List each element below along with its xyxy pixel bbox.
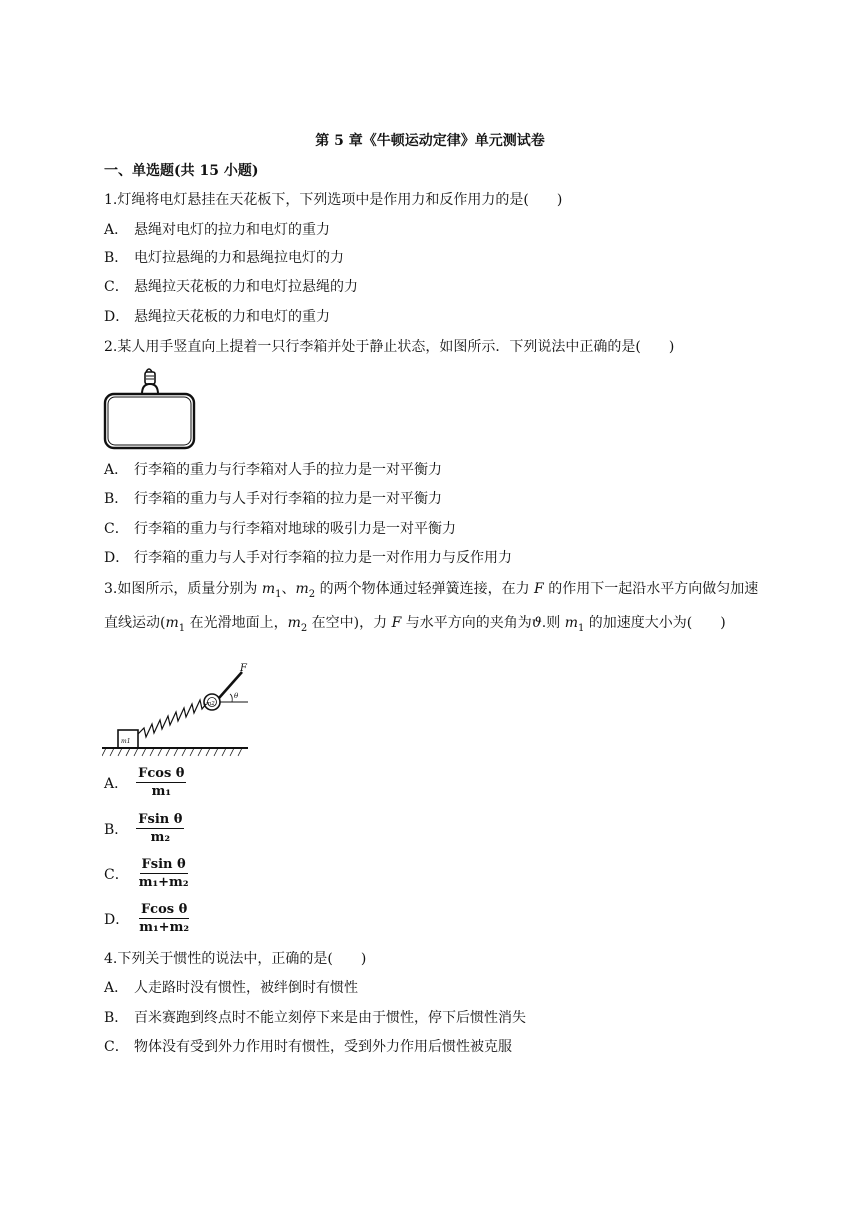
option-text: 悬绳拉天花板的力和电灯的重力 (134, 309, 330, 325)
option-letter: B． (104, 491, 129, 507)
option-text: 行李箱的重力与行李箱对人手的拉力是一对平衡力 (134, 462, 442, 478)
q2-option-c (104, 519, 456, 539)
var-m: m (261, 581, 276, 597)
option-letter: C． (104, 1039, 129, 1055)
option-text: 行李箱的重力与人手对行李箱的拉力是一对作用力与反作用力 (134, 550, 512, 566)
suitcase-figure (102, 364, 198, 452)
q1-option-c (104, 277, 358, 297)
q2-option-a (104, 460, 442, 480)
option-letter: A． (104, 980, 129, 996)
option-letter: A． (104, 775, 129, 792)
q1-option-b (104, 248, 344, 268)
numerator: Fsin θ (141, 857, 186, 872)
fig-label-m1: m1 (121, 738, 131, 745)
section-heading: 一、单选题(共 15 小题) (104, 163, 259, 179)
option-letter: D． (104, 550, 130, 566)
denominator: m₁ (151, 784, 172, 799)
subscript: 1 (178, 622, 186, 634)
option-text: 物体没有受到外力作用时有惯性，受到外力作用后惯性被克服 (134, 1039, 512, 1055)
subscript: 2 (300, 622, 308, 634)
q2-stem: 2.某人用手竖直向上提着一只行李箱并处于静止状态，如图所示．下列说法中正确的是( ) (104, 339, 675, 355)
option-text: 悬绳对电灯的拉力和电灯的重力 (134, 222, 330, 238)
stem-part: 在光滑地面上， (185, 614, 288, 631)
spring-figure (102, 660, 250, 760)
numerator: Fsin θ (138, 812, 183, 827)
option-text: 行李箱的重力与人手对行李箱的拉力是一对平衡力 (134, 491, 442, 507)
var-F: F (391, 614, 402, 631)
page-title: 第 5 章《牛顿运动定律》单元测试卷 (315, 133, 545, 149)
q2-option-b (104, 489, 442, 509)
option-letter: A． (104, 222, 129, 238)
option-letter: B． (104, 250, 129, 266)
option-text: 行李箱的重力与行李箱对地球的吸引力是一对平衡力 (134, 521, 456, 537)
q1-option-d (104, 307, 330, 327)
q3-option-d (104, 902, 191, 935)
fig-label-m2: m2 (206, 701, 215, 707)
option-text: 人走路时没有惯性，被绊倒时有惯性 (134, 980, 358, 996)
option-letter: D． (104, 309, 130, 325)
option-text: 悬绳拉天花板的力和电灯拉悬绳的力 (134, 279, 358, 295)
fig-label-F: F (240, 663, 247, 674)
denominator: m₂ (150, 830, 171, 845)
q4-option-c (104, 1037, 512, 1057)
numerator: Fcos θ (140, 902, 188, 917)
option-letter: C． (104, 279, 129, 295)
numerator: Fcos θ (138, 766, 185, 781)
stem-part: .则 (541, 614, 565, 631)
q3-option-b (104, 812, 184, 845)
option-letter: B． (104, 821, 129, 838)
var-theta: ϑ (531, 614, 542, 631)
fig-label-theta: θ (234, 692, 239, 700)
stem-part: 的加速度大小为( ) (584, 614, 726, 631)
subscript: 1 (577, 622, 585, 634)
stem-part: 在空中)，力 (307, 614, 392, 631)
option-letter: A． (104, 462, 129, 478)
option-text: 电灯拉悬绳的力和悬绳拉电灯的力 (134, 250, 344, 266)
var-m: m (165, 614, 179, 631)
option-letter: C． (104, 521, 129, 537)
fraction (137, 902, 191, 935)
fraction (137, 857, 191, 890)
option-text: 百米赛跑到终点时不能立刻停下来是由于惯性，停下后惯性消失 (134, 1010, 526, 1026)
fraction (136, 766, 186, 799)
stem-part: 与水平方向的夹角为 (401, 614, 532, 631)
stem-part: 的作用下一起沿水平方向做匀加速直线运动( (104, 581, 759, 631)
q4-stem: 4.下列关于惯性的说法中，正确的是( ) (104, 951, 367, 967)
q4-option-b (104, 1008, 526, 1028)
subscript: 2 (308, 588, 316, 600)
q4-option-a (104, 978, 358, 998)
stem-part: 、 (281, 581, 296, 597)
subscript: 1 (275, 588, 282, 600)
denominator: m₁+m₂ (138, 875, 189, 890)
var-m: m (295, 581, 309, 597)
option-letter: B． (104, 1010, 129, 1026)
stem-part: 的两个物体通过轻弹簧连接，在力 (315, 581, 535, 597)
q1-option-a (104, 220, 330, 240)
q1-stem: 1.灯绳将电灯悬挂在天花板下，下列选项中是作用力和反作用力的是( ) (104, 192, 563, 208)
var-m: m (564, 614, 578, 631)
var-F: F (534, 581, 544, 597)
option-letter: D． (104, 911, 130, 928)
fraction (136, 812, 184, 845)
option-letter: C． (104, 866, 129, 883)
q3-option-c (104, 857, 191, 890)
q3-option-a (104, 766, 186, 799)
denominator: m₁+m₂ (139, 920, 190, 935)
q3-stem (104, 575, 764, 643)
stem-part: 3.如图所示，质量分别为 (104, 581, 262, 597)
var-m: m (287, 614, 301, 631)
q2-option-d (104, 548, 512, 568)
